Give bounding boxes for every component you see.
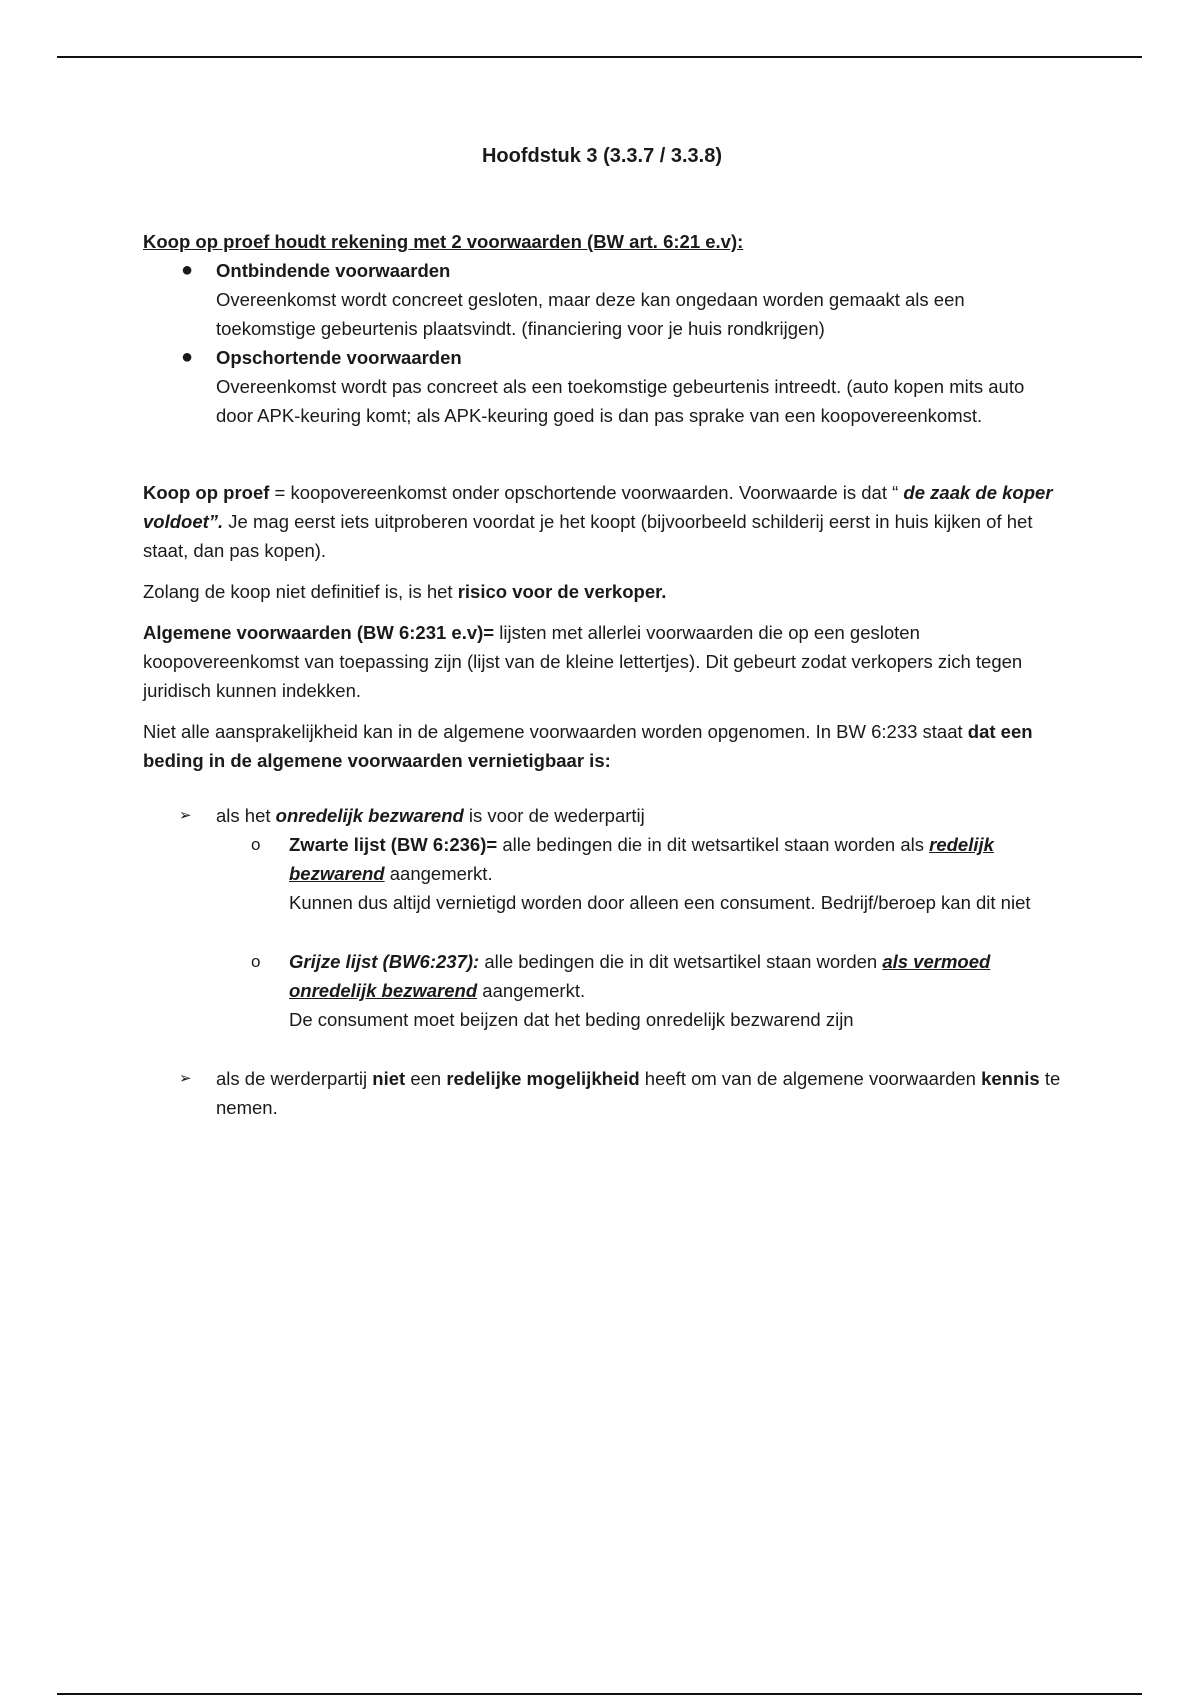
sub-list-item	[216, 947, 1061, 1034]
text: als het	[216, 805, 276, 826]
sub-list-item	[216, 830, 1061, 917]
list-item	[143, 343, 1061, 430]
conditions-list	[143, 256, 1061, 430]
list-item	[143, 801, 1061, 1034]
note: Kunnen dus altijd vernietigd worden door alleen een consument. Bedrijf/beroep kan dit niet	[289, 892, 1031, 913]
text: Niet alle aansprakelijkheid kan in de algemene voorwaarden worden opgenomen. In BW 6:233 staat	[143, 721, 968, 742]
document-page	[143, 142, 1061, 1138]
text: lijsten met allerlei voorwaarden die op een gesloten koopovereenkomst van toepassing zijn (lijst van de kleine lettertjes). Dit gebeurt zodat verkopers zich tegen juridisch kunnen indekken.	[143, 622, 1023, 701]
text: een	[405, 1068, 447, 1089]
sub-list	[216, 830, 1061, 1034]
bullet-term: Opschortende voorwaarden	[216, 347, 462, 368]
text: Zolang de koop niet definitief is, is het	[143, 581, 458, 602]
list-item	[143, 1064, 1061, 1122]
page-title: Hoofdstuk 3 (3.3.7 / 3.3.8)	[481, 145, 723, 167]
paragraph-koop-op-proef	[143, 478, 1061, 565]
bullet-icon: ●	[181, 346, 194, 368]
bottom-rule	[57, 1693, 1142, 1695]
text: als de werderpartij	[216, 1068, 373, 1089]
text: alle bedingen die in dit wetsartikel staan worden	[479, 951, 883, 972]
bullet-text: Overeenkomst wordt pas concreet als een toekomstige gebeurtenis intreedt. (auto kopen mits auto door APK-keuring komt; als APK-keuring goed is dan pas sprake van een koopovereenkomst.	[216, 376, 1025, 426]
list-item	[143, 256, 1061, 343]
circle-bullet-icon: o	[251, 835, 261, 854]
text: heeft om van de algemene voorwaarden	[639, 1068, 982, 1089]
text: aangemerkt.	[384, 863, 493, 884]
text: is voor de wederpartij	[463, 805, 645, 826]
emphasis: als vermoed onredelijk bezwarend	[289, 951, 991, 1001]
text: Je mag eerst iets uitproberen voordat je het koopt (bijvoorbeeld schilderij eerst in huis kijken of het staat, dan pas kopen).	[143, 511, 1033, 561]
section-heading: Koop op proef houdt rekening met 2 voorwaarden (BW art. 6:21 e.v):	[143, 231, 744, 252]
text: = koopovereenkomst onder opschortende voorwaarden. Voorwaarde is dat “	[269, 482, 899, 503]
note: De consument moet beijzen dat het beding onredelijk bezwarend zijn	[289, 1009, 854, 1030]
quote: de zaak de koper voldoet”.	[143, 482, 1053, 532]
paragraph-risico	[143, 577, 1061, 606]
arrow-bullet-icon: ➢	[179, 1070, 192, 1087]
emphasis: niet	[372, 1068, 406, 1089]
text: te nemen.	[216, 1068, 1061, 1118]
top-rule	[57, 56, 1142, 58]
term: Zwarte lijst (BW 6:236)=	[289, 834, 498, 855]
arrow-list	[143, 801, 1061, 1122]
emphasis: risico voor de verkoper.	[457, 581, 667, 602]
term: Koop op proef	[143, 482, 270, 503]
bullet-text: Overeenkomst wordt concreet gesloten, maar deze kan ongedaan worden gemaakt als een toekomstige gebeurtenis plaatsvindt. (financiering voor je huis rondkrijgen)	[216, 289, 965, 339]
term: Algemene voorwaarden (BW 6:231 e.v)=	[143, 622, 495, 643]
circle-bullet-icon: o	[251, 952, 261, 971]
text: aangemerkt.	[477, 980, 586, 1001]
paragraph-algemene-voorwaarden	[143, 618, 1061, 705]
emphasis: redelijk bezwarend	[289, 834, 994, 884]
paragraph-aansprakelijkheid	[143, 717, 1061, 775]
bullet-icon: ●	[181, 259, 194, 281]
emphasis: dat een beding in de algemene voorwaarden vernietigbaar is:	[143, 721, 1033, 771]
emphasis: kennis	[981, 1068, 1040, 1089]
arrow-bullet-icon: ➢	[179, 807, 192, 824]
emphasis: onredelijk bezwarend	[275, 805, 464, 826]
bullet-term: Ontbindende voorwaarden	[216, 260, 451, 281]
emphasis: redelijke mogelijkheid	[446, 1068, 640, 1089]
term: Grijze lijst (BW6:237):	[289, 951, 480, 972]
text: alle bedingen die in dit wetsartikel staan worden als	[497, 834, 930, 855]
